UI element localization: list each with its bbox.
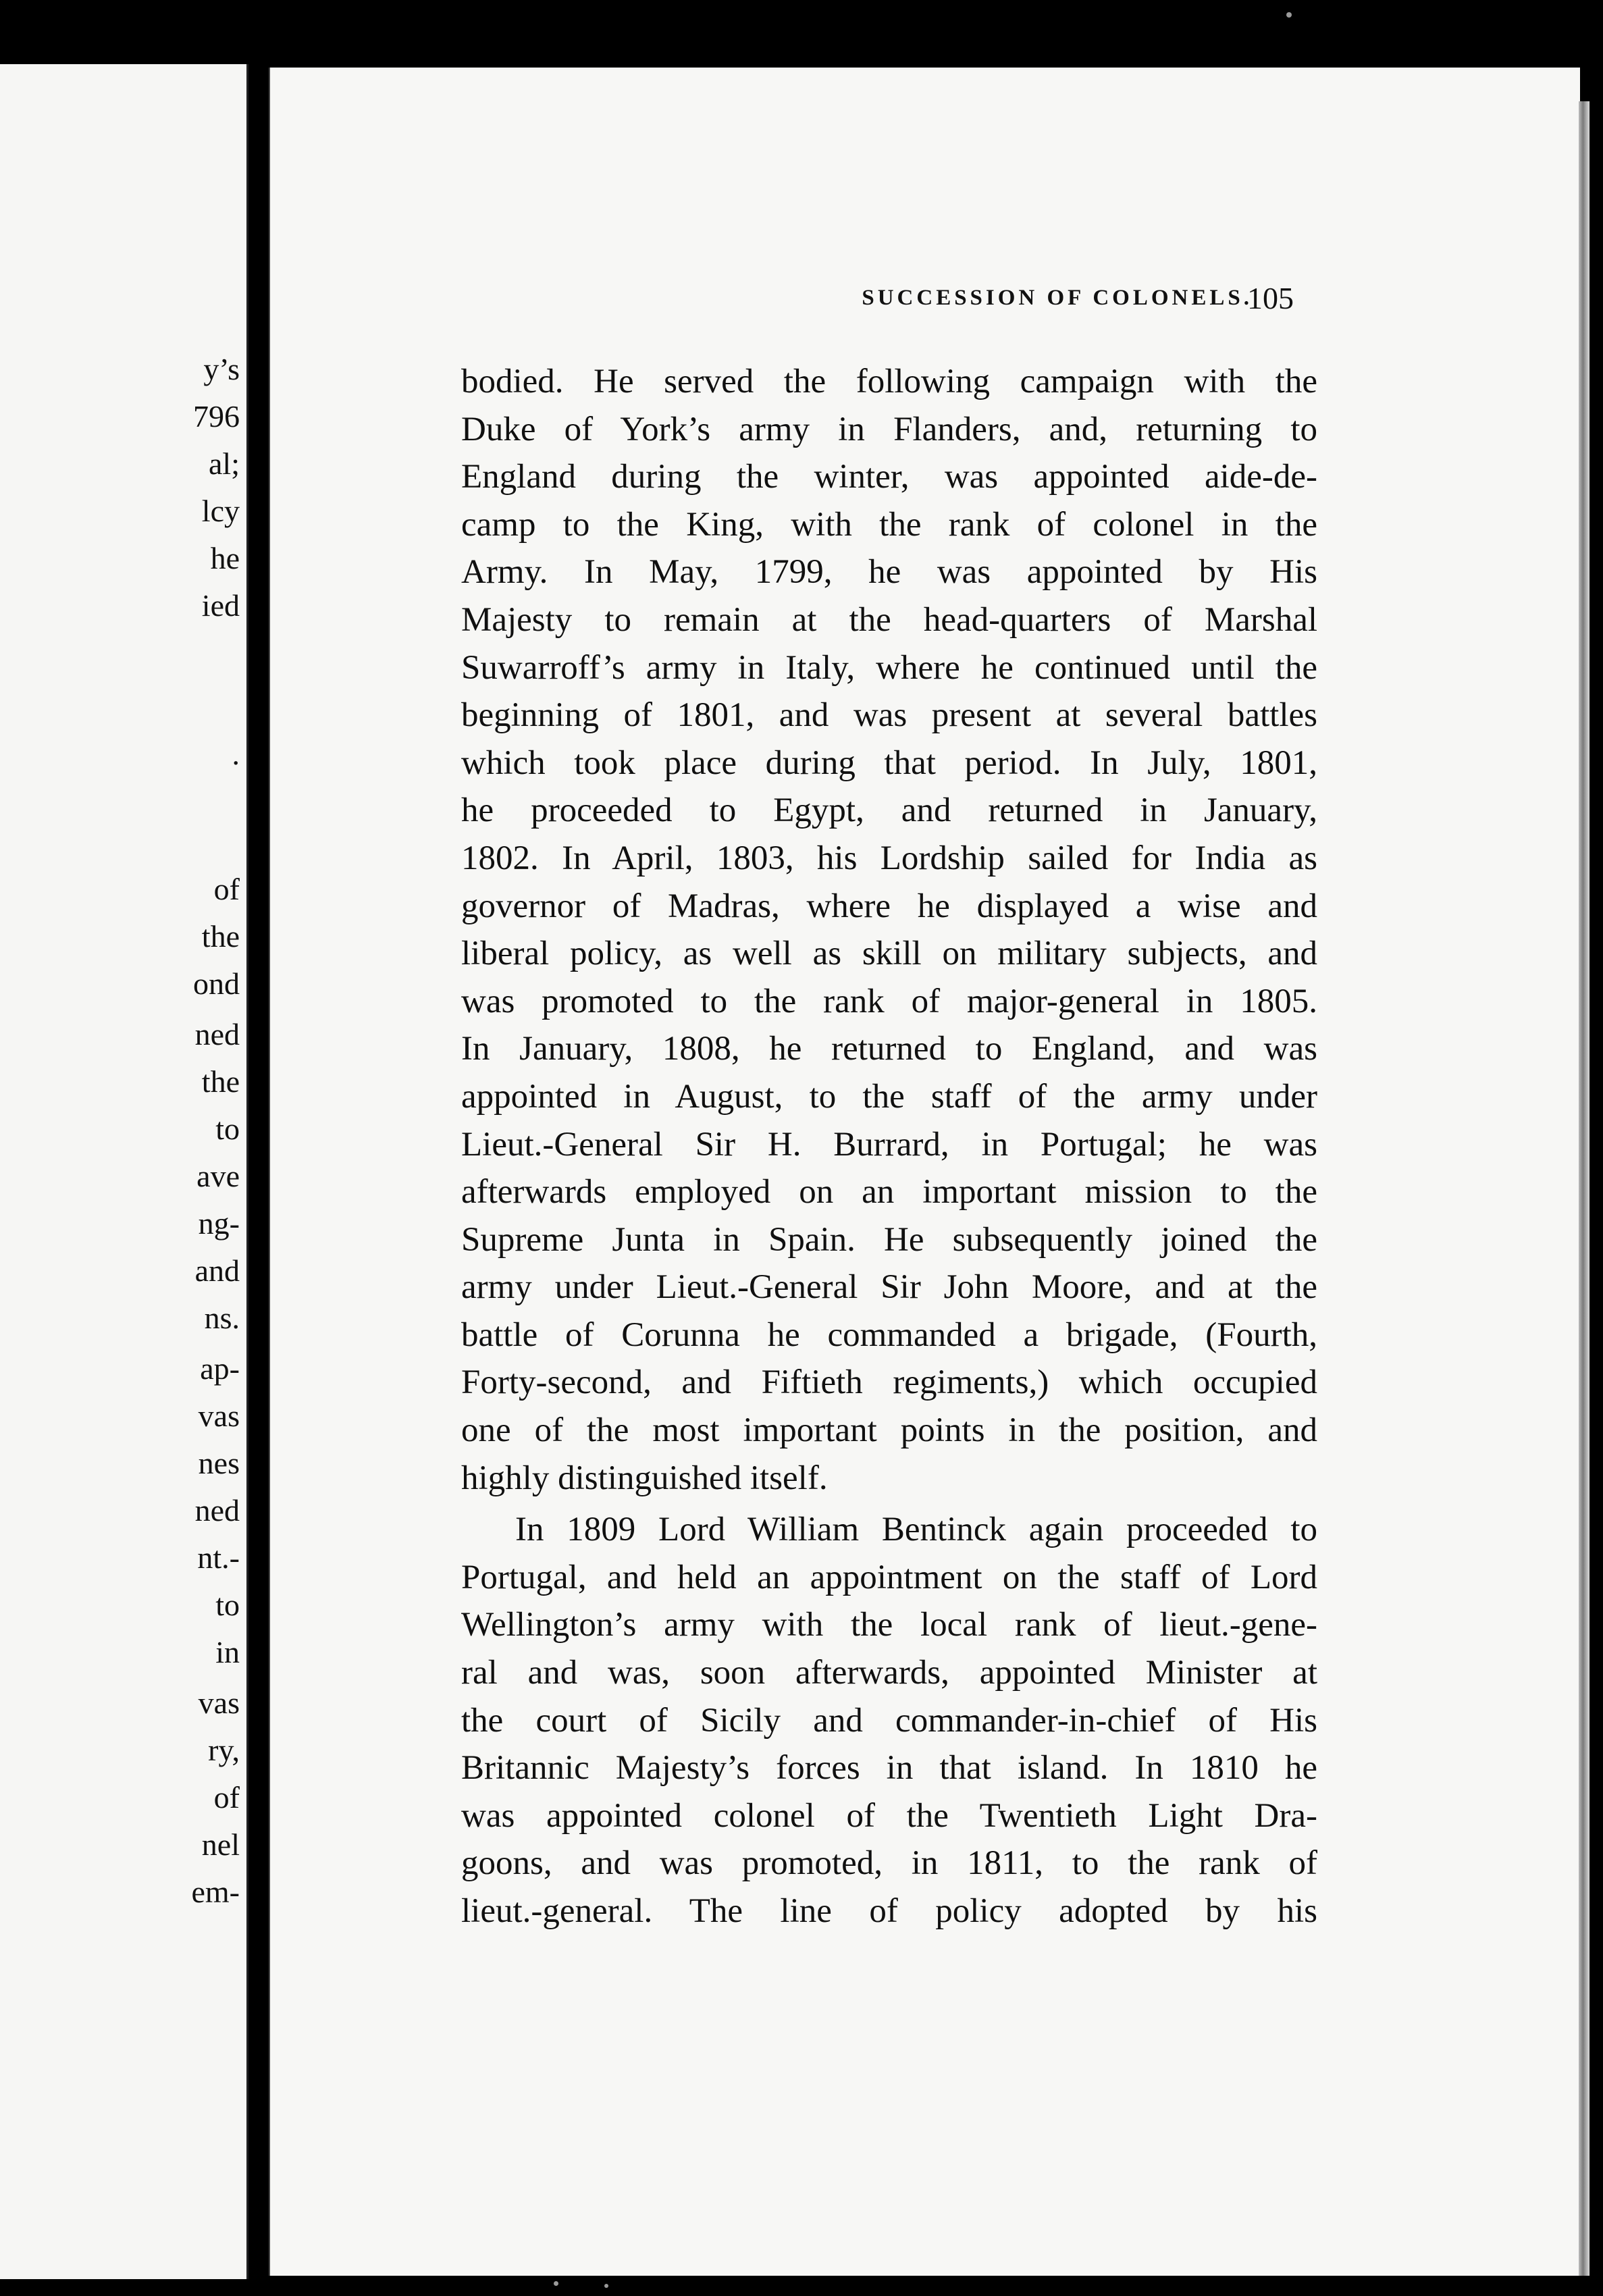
previous-page-fragment-text: vas bbox=[198, 1399, 240, 1433]
text-line: Wellington’s army with the local rank of lieut.-gene- bbox=[461, 1606, 1317, 1644]
previous-page-fragment-text: of bbox=[213, 872, 240, 906]
previous-page-fragment-text: ned bbox=[194, 1017, 240, 1051]
previous-page-fragment-text: ng- bbox=[198, 1206, 240, 1241]
text-line: afterwards employed on an important mission to the bbox=[461, 1173, 1317, 1211]
text-line: In 1809 Lord William Bentinck again proceeded to bbox=[515, 1511, 1317, 1549]
text-line: ral and was, soon afterwards, appointed Minister at bbox=[461, 1654, 1317, 1692]
page-number: 105 bbox=[1247, 281, 1294, 315]
text-line: Forty-second, and Fiftieth regiments,) which occupied bbox=[461, 1363, 1317, 1402]
text-line: Majesty to remain at the head-quarters of Marshal bbox=[461, 600, 1317, 639]
text-line: battle of Corunna he commanded a brigade, (Fourth, bbox=[461, 1315, 1317, 1354]
paragraph bbox=[461, 1506, 1317, 1935]
text-line: beginning of 1801, and was present at several battles bbox=[461, 696, 1317, 735]
text-line: which took place during that period. In July, 1801, bbox=[461, 743, 1317, 782]
text-line: Army. In May, 1799, he was appointed by His bbox=[461, 553, 1317, 592]
previous-page-fragment-text: nes bbox=[198, 1446, 240, 1480]
body-text bbox=[461, 358, 1317, 1935]
text-line: one of the most important points in the position, and bbox=[461, 1411, 1317, 1450]
previous-page-fragment-text: ap- bbox=[200, 1351, 240, 1386]
previous-page-fragment-text: al; bbox=[209, 446, 240, 481]
text-line: liberal policy, as well as skill on military subjects, and bbox=[461, 935, 1317, 973]
book-page bbox=[269, 68, 1580, 2276]
text-line: lieut.-general. The line of policy adopted by his bbox=[461, 1892, 1317, 1930]
previous-page-fragment-text: vas bbox=[198, 1686, 240, 1720]
previous-page-fragment-text: nt.- bbox=[197, 1540, 240, 1575]
text-line: appointed in August, to the staff of the army under bbox=[461, 1077, 1317, 1116]
dust-speck bbox=[604, 2284, 608, 2288]
previous-page-fragment bbox=[0, 64, 248, 2279]
text-line: In January, 1808, he returned to England, and was bbox=[461, 1030, 1317, 1068]
text-line: Duke of York’s army in Flanders, and, returning to bbox=[461, 410, 1317, 448]
text-line: highly distinguished itself. bbox=[461, 1459, 828, 1497]
previous-page-fragment-text: ry, bbox=[208, 1733, 240, 1767]
text-line: the court of Sicily and commander-in-chief of His bbox=[461, 1701, 1317, 1740]
text-line: goons, and was promoted, in 1811, to the rank of bbox=[461, 1844, 1317, 1883]
text-line: Supreme Junta in Spain. He subsequently joined the bbox=[461, 1220, 1317, 1259]
previous-page-fragment-text: the bbox=[201, 1064, 240, 1099]
previous-page-fragment-text: to bbox=[215, 1112, 240, 1146]
previous-page-fragment-text: em- bbox=[191, 1875, 240, 1909]
previous-page-fragment-text: to bbox=[215, 1588, 240, 1622]
previous-page-fragment-text: nel bbox=[201, 1827, 240, 1862]
text-line: Lieut.-General Sir H. Burrard, in Portugal; he was bbox=[461, 1125, 1317, 1164]
previous-page-fragment-text: . bbox=[232, 737, 240, 771]
previous-page-fragment-text: lcy bbox=[201, 494, 240, 528]
text-line: 1802. In April, 1803, his Lordship sailed for India as bbox=[461, 839, 1317, 877]
page-edge bbox=[1579, 101, 1589, 2276]
previous-page-fragment-text: 796 bbox=[193, 399, 240, 434]
text-line: was promoted to the rank of major-general in 1805. bbox=[461, 982, 1317, 1020]
text-line: he proceeded to Egypt, and returned in January, bbox=[461, 791, 1317, 830]
previous-page-fragment-text: in bbox=[215, 1635, 240, 1669]
previous-page-fragment-text: ave bbox=[196, 1159, 240, 1193]
text-line: Suwarroff’s army in Italy, where he continued until the bbox=[461, 648, 1317, 687]
dust-speck bbox=[554, 2281, 558, 2286]
text-line: governor of Madras, where he displayed a wise and bbox=[461, 887, 1317, 925]
previous-page-fragment-text: ned bbox=[194, 1493, 240, 1528]
previous-page-fragment-text: y’s bbox=[203, 352, 240, 386]
running-head bbox=[270, 281, 1310, 326]
previous-page-fragment-text: and bbox=[194, 1253, 240, 1288]
text-line: army under Lieut.-General Sir John Moore, and at the bbox=[461, 1268, 1317, 1307]
previous-page-fragment-text: ns. bbox=[204, 1301, 240, 1335]
text-line: bodied. He served the following campaign with the bbox=[461, 363, 1317, 400]
previous-page-fragment-text: the bbox=[201, 919, 240, 954]
previous-page-fragment-text: ied bbox=[201, 588, 240, 623]
dust-speck bbox=[1286, 12, 1292, 18]
paragraph bbox=[461, 358, 1317, 1502]
previous-page-fragment-text: ond bbox=[193, 966, 240, 1001]
text-line: camp to the King, with the rank of colonel in the bbox=[461, 505, 1317, 544]
text-line: was appointed colonel of the Twentieth Light Dra- bbox=[461, 1796, 1317, 1835]
running-title: SUCCESSION OF COLONELS. bbox=[862, 286, 1253, 310]
text-line: Portugal, and held an appointment on the staff of Lord bbox=[461, 1558, 1317, 1596]
text-line: Britannic Majesty’s forces in that island. In 1810 he bbox=[461, 1749, 1317, 1788]
previous-page-fragment-text: he bbox=[210, 541, 240, 575]
text-line: England during the winter, was appointed aide-de- bbox=[461, 458, 1317, 496]
previous-page-fragment-text: of bbox=[213, 1780, 240, 1815]
